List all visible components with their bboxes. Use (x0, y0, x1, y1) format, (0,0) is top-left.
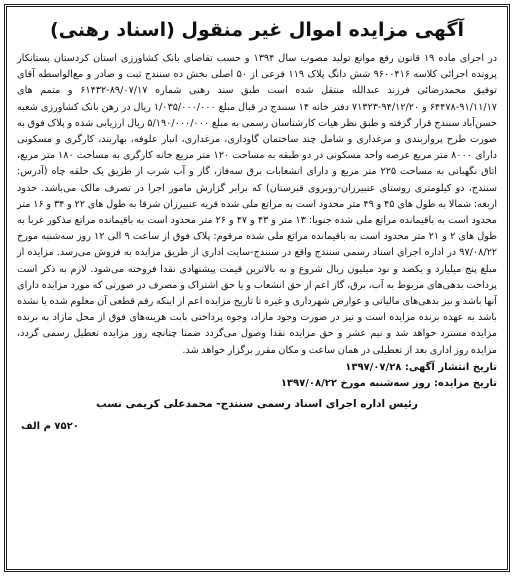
notice-code: ۷۵۲۰ م الف (21, 420, 79, 432)
publish-date: تاریخ انتشار آگهی: ۱۳۹۷/۰۷/۲۸ (345, 361, 497, 373)
signature: رئیس اداره اجرای اسناد رسمی سنندج- محمدعلی کریمی نسب (96, 397, 418, 410)
auction-date: تاریخ مزایده: روز سه‌شنبه مورخ ۱۳۹۷/۰۸/۲۲ (280, 377, 497, 389)
notice-body: در اجرای ماده ۱۹ قانون رفع موانع تولید مصوب سال ۱۳۹۴ و حسب تقاضای بانک کشاورزی استان کردستان بستانکار پرونده اجرائی کلاسه ۹۶۰۰۴۱۶ شش دانگ پلاک ۱۱۹ فرعی از ۵۰ اصلی بخش ده سنندج ثبت و صادر و مع‌الواسطه آقای توفیق محمدرضائی فرزند عبدالله منتقل شده است طبق سند رهنی شماره ۸۹/۰۷/۱۷-۶۱۴۳۲ و متمم های ۹۱/۱۱/۱۷-۶۴۴۷۸ و ۹۴/۱۲/۲۰-۷۱۳۲۳ دفتر خانه ۱۴ سنندج در قبال مبلغ ۱/۰۳۵/۰۰۰/۰۰۰ ریال در رهن بانک کشاورزی شعبه حسن‌آباد سنندج قرار گرفته و طبق نظر هیات کارشناسان رسمی به مبلغ ۵/۱۹۰/۰۰۰/۰۰۰ ریال ارزیابی شده و پلاک فوق به صورت طرح پرواربندی و مرغداری و شامل چند ساختمان گاوداری، مرغداری، انبار علوفه، بهاربند، کارگری و مسکونی دارای ۸۰۰۰ متر مربع عرصه واحد مسکونی در دو طبقه به مساحت ۱۲۰ متر مربع خانه کارگری به مساحت ۱۸۰ متر مربع، اتاق نگهبانی به مساحت ۲۲۵ متر مربع و دارای انشعابات برق سه‌فاز، گاز و آب شرب از طریق یک حلقه چاه (آدرس: سنندج، دو کیلومتری روستای عنبیرزان-روبروی قبرستان) که برابر گزارش مامور اجرا در تصرف مالک می‌باشد. حدود اربعه: شمالا به طول های ۴۵ و ۴۹ متر محدود است به مراتع ملی شده قریه عنبیرزان شرقا به طول های ۲۲ و ۳۴ و ۱۶ متر محدود است به باقیمانده مراتع ملی شده جنوبا: ۱۳ متر و ۴۳ و ۴۷ و ۲۶ متر محدود است به باقیمانده مراتع مذکور غربا به طول های ۲ و ۲۱ متر محدود است به باقیمانده مراتع ملی شده مرقوم: پلاک فوق از ساعت ۹ الی ۱۲ روز سه‌شنبه مورخ ۹۷/۰۸/۲۲ در اداره اجرای اسناد رسمی سنندج واقع در سنندج-سایت اداری از طریق مزایده به فروش می‌رسد. مزایده از مبلغ پنج میلیارد و یکصد و نود میلیون ریال شروع و به بالاترین قیمت پیشنهادی نقدا فروخته می‌شود. لازم به ذکر است پرداخت بدهی‌های مربوط به آب، برق، گاز اعم از حق انشعاب و یا حق اشتراک و مصرف در صورتی که مورد مزایده دارای آنها باشد و نیز بدهی‌های مالیاتی و عوارض شهرداری و غیره تا تاریخ مزایده اعم از اینکه رقم قطعی آن معلوم شده یا نشده باشد به عهده برنده مزایده است و نیز در صورت وجود مازاد، وجوه پرداختی بابت هزینه‌های فوق از محل مازاد به برنده مزایده مسترد خواهد شد و نیم عشر و حق مزایده نقدا وصول می‌گردد ضمنا چنانچه روز مزایده تعطیل رسمی گردد، مزایده روز اداری بعد از تعطیلی در همان ساعت و مکان مقرر برگزار خواهد شد. (17, 53, 498, 356)
notice-frame (4, 4, 510, 572)
notice-title: آگهی مزایده اموال غیر منقول (اسناد رهنی) (49, 19, 465, 41)
notice-dates (17, 360, 497, 392)
